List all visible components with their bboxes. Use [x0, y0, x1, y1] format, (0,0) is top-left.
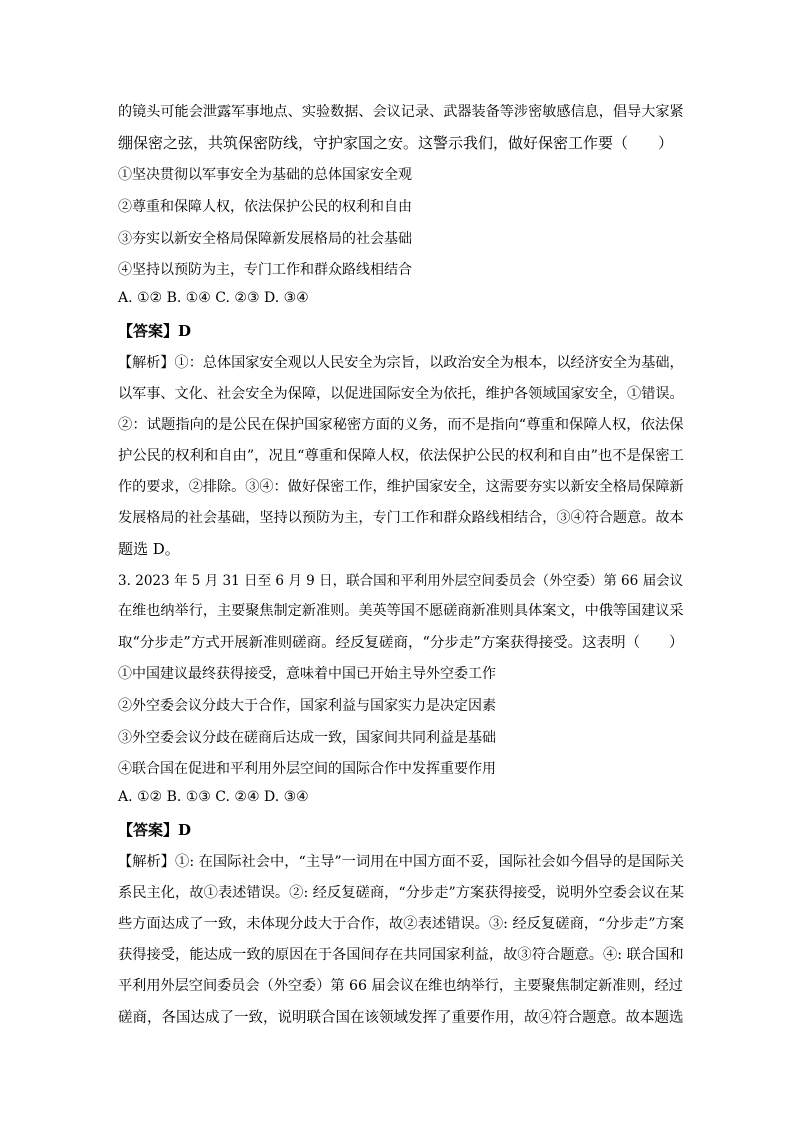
q2-option-1: ①坚决贯彻以军事安全为基础的总体国家安全观: [118, 167, 412, 183]
q2-explanation-line-1: 【解析】①：总体国家安全观以人民安全为宗旨，以政治安全为根本，以经济安全为基础，: [118, 355, 684, 371]
q2-explanation-line-2: 以军事、文化、社会安全为保障，以促进国际安全为依托，维护各领域国家安全，①错误。: [118, 386, 684, 402]
q3-option-3: ③外空委会议分歧在磋商后达成一致，国家间共同利益是基础: [118, 730, 496, 746]
q2-stem-line-1: 的镜头可能会泄露军事地点、实验数据、会议记录、武器装备等涉密敏感信息，倡导大家紧: [118, 104, 684, 120]
q2-explanation-line-4: 护公民的权利和自由”，况且“尊重和保障人权，依法保护公民的权利和自由”也不是保密工: [118, 448, 684, 464]
q3-stem-line-1: 3. 2023 年 5 月 31 日至 6 月 9 日，联合国和平利用外层空间委员会（外空委）第 66 届会议: [118, 573, 684, 589]
q3-stem-line-2: 在维也纳举行，主要聚焦制定新准则。美英等国不愿磋商新准则具体案文，中俄等国建议采: [118, 603, 684, 619]
q3-option-1: ①中国建议最终获得接受，意味着中国已开始主导外空委工作: [118, 666, 496, 682]
q2-explanation-line-6: 发展格局的社会基础，坚持以预防为主，专门工作和群众路线相结合，③④符合题意。故本: [118, 510, 684, 526]
q2-stem-line-2: 绷保密之弦，共筑保密防线，守护家国之安。这警示我们，做好保密工作要（ ）: [118, 134, 674, 152]
q2-choices: A. ①② B. ①④ C. ②③ D. ③④: [118, 290, 309, 306]
q3-option-4: ④联合国在促进和平利用外层空间的国际合作中发挥重要作用: [118, 761, 496, 777]
q2-option-2: ②尊重和保障人权，依法保护公民的权利和自由: [118, 199, 412, 215]
q3-explanation-line-6: 磋商，各国达成了一致，说明联合国在该领域发挥了重要作用，故④符合题意。故本题选: [118, 1010, 684, 1026]
q2-explanation-line-3: ②：试题指向的是公民在保护国家秘密方面的义务，而不是指向“尊重和保障人权，依法保: [118, 417, 684, 433]
q3-explanation-line-2: 系民主化，故①表述错误。②: 经反复磋商，“分步走”方案获得接受，说明外空委会议在某: [118, 885, 685, 901]
q2-answer: 【答案】D: [118, 322, 192, 340]
q3-explanation-line-4: 获得接受，能达成一致的原因在于各国间存在共同国家利益，故③符合题意。④: 联合国和: [118, 947, 684, 963]
q3-choices: A. ①② B. ①③ C. ②④ D. ③④: [118, 789, 309, 805]
q2-explanation-line-5: 作的要求，②排除。③④：做好保密工作，维护国家安全，这需要夯实以新安全格局保障新: [118, 479, 684, 495]
q3-explanation-line-1: 【解析】①: 在国际社会中，“主导”一词用在中国方面不妥，国际社会如今倡导的是国际关: [118, 854, 685, 870]
q3-explanation-line-3: 些方面达成了一致，未体现分歧大于合作，故②表述错误。③: 经反复磋商，“分步走”方案: [118, 916, 685, 932]
q3-answer: 【答案】D: [118, 821, 192, 839]
q2-option-3: ③夯实以新安全格局保障新发展格局的社会基础: [118, 231, 412, 247]
q3-stem-line-3: 取“分步走”方式开展新准则磋商。经反复磋商，“分步走”方案获得接受。这表明（ ）: [118, 635, 684, 651]
q3-explanation-line-5: 平利用外层空间委员会（外空委）第 66 届会议在维也纳举行，主要聚焦制定新准则，经过: [118, 978, 683, 994]
q2-explanation-line-7: 题选 D。: [118, 540, 180, 558]
q2-option-4: ④坚持以预防为主，专门工作和群众路线相结合: [118, 262, 412, 278]
q3-option-2: ②外空委会议分歧大于合作，国家利益与国家实力是决定因素: [118, 698, 496, 714]
